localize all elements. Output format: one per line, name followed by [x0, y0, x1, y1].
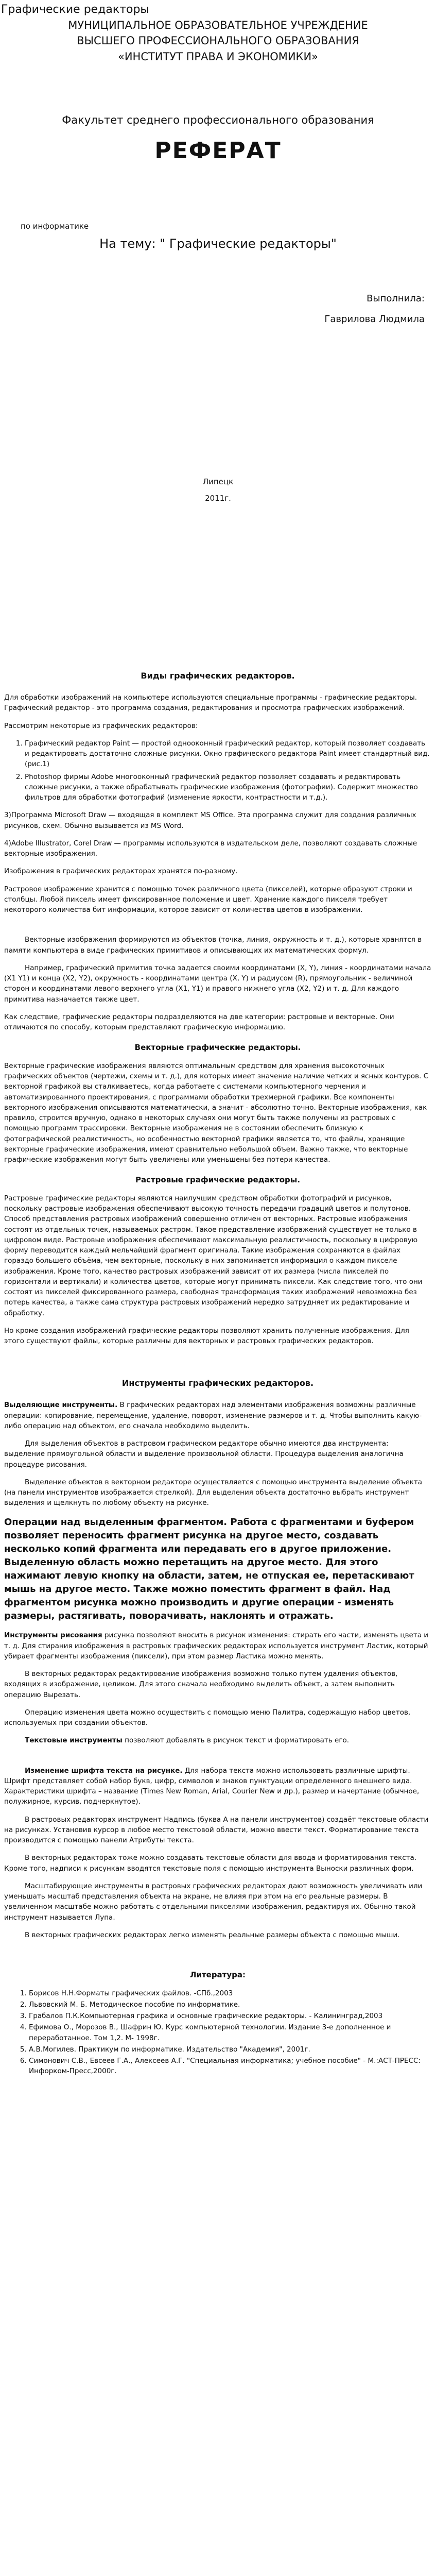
year: 2011г.: [205, 493, 231, 503]
city-year-block: [0, 474, 436, 506]
header-line: ВЫСШЕГО ПРОФЕССИОНАЛЬНОГО ОБРАЗОВАНИЯ: [77, 35, 359, 47]
bold-lead: Инструменты рисования: [4, 1631, 102, 1640]
paragraph-text: рисунка позволяют вносить в рисунок изменения: стирать его части, изменять цвета и т. д. Для стирания изображения в растровых графических редакторах используется инструмент Ластик, который убирает фрагменты изображения (пиксели), при этом размер Ластика можно менять.: [4, 1631, 429, 1660]
references-list: [4, 1988, 431, 2077]
section-heading: Инструменты графических редакторов.: [121, 1378, 314, 1388]
paragraph: Масштабирующие инструменты в растровых графических редакторах дают возможность увеличивать или уменьшать масштаб представления объекта на экране, не влияя при этом на его реальные размеры. В увеличенном масштабе можно работать с отдельными пикселями изображения, редактируя их. Обычно такой инструмент называется Лупа.: [4, 1882, 423, 1922]
bold-lead: Изменение шрифта текста на рисунке.: [25, 1766, 183, 1775]
paragraph-text: позволяют добавлять в рисунок текст и форматировать его.: [122, 1736, 350, 1745]
paragraph: 4)Adobe Illustrator, Corel Draw — программы используются в издательском деле, позволяют создавать сложные векторные изображения.: [4, 839, 417, 858]
paragraph: Растровое изображение хранится с помощью точек различного цвета (пикселей), которые образуют строки и столбцы. Любой пиксель имеет фиксированное положение и цвет. Хранение каждого пикселя требует некоторого количества бит информации, которое зависит от количества цветов в изображении.: [4, 885, 412, 914]
paragraph: В векторных графических редакторах легко изменять реальные размеры объекта с помощью мыши.: [25, 1930, 400, 1939]
paragraph: 3)Программа Microsoft Draw — входящая в комплект MS Office. Эта программа служит для создания различных рисунков, схем. Обычно вызывается из MS Word.: [4, 811, 416, 830]
reference-item: 6. Симонович С.В., Евсеев Г.А., Алексеев А.Г. "Специальная информатика; учебное пособие" - М.:АСТ-ПРЕСС: Инфорком-Пресс,2000г.: [29, 2056, 431, 2077]
paragraph: Как следствие, графические редакторы подразделяются на две категории: растровые и векторные. Они отличаются по способу, которым представляют графическую информацию.: [4, 1012, 394, 1031]
bold-lead: Выделяющие инструменты.: [4, 1401, 118, 1410]
section-heading: Виды графических редакторов.: [141, 671, 295, 681]
author-block: [324, 289, 425, 329]
paragraph-text: Для набора текста можно использовать различные шрифты. Шрифт представляет собой набор букв, цифр, символов и знаков пунктуации определенного внешнего вида. Характеристики шрифта – название (Times New Roman, Arial, Courier New и др.), размер и начертание (обычное, полужирное, курсив, подчеркнутое).: [4, 1766, 420, 1806]
faculty-name: Факультет среднего профессионального образования: [62, 114, 374, 126]
section-heading: Векторные графические редакторы.: [134, 1043, 301, 1053]
paragraph: Для выделения объектов в растровом графическом редакторе обычно имеются два инструмента: выделение прямоугольной области и выделение произвольной области. Процедура выделения аналогична процедуре рисования.: [4, 1439, 404, 1469]
section-heading: Растровые графические редакторы.: [135, 1175, 301, 1185]
paragraph: [4, 1735, 431, 1745]
paragraph: Рассмотрим некоторые из графических редакторов:: [4, 721, 198, 730]
author-name: Гаврилова Людмила: [324, 313, 425, 325]
reference-item: 2. Львовский М. Б. Методическое пособие по информатике.: [29, 1999, 431, 2010]
references-heading: Литература:: [189, 1970, 246, 1979]
paragraph: Векторные графические изображения являются оптимальным средством для хранения высокоточных графических объектов (чертежи, схемы и т. д.), для которых имеет значение наличие четких и ясных контуров. С векторной графикой вы сталкиваетесь, когда работаете с системами компьютерного черчения и автоматизированного проектирования, с программами обработки трехмерной графики. Все компоненты векторного изображения описываются математически, а значит - абсолютно точно. Векторные изображения, как правило, строится вручную, однако в некоторых случаях они могут быть также получены из растровых с помощью программ трассировки. Векторные изображения не в состоянии обеспечить близкую к фотографической реалистичность, но особенностью векторной графики является то, что файлы, хранящие векторные графические изображения, имеют сравнительно небольшой объем. Важно также, что векторные графические изображения могут быть увеличены или уменьшены без потери качества.: [4, 1061, 429, 1164]
paragraph: Растровые графические редакторы являются наилучшим средством обработки фотографий и рисунков, поскольку растровые изображения обеспечивают высокую точность передачи градаций цветов и полутонов. Способ представления растровых изображений совершенно отличен от векторных. Растровые изображения состоят из отдельных точек, называемых растром. Такое представление изображений существует не только в цифровом виде. Растровые изображения обеспечивают максимальную реалистичность, поскольку в цифровую форму переводится каждый мельчайший фрагмент оригинала. Такие изображения сохраняются в файлах гораздо большего объёма, чем векторные, поскольку в них запоминается информация о каждом пикселе изображения. Кроме того, качество растровых изображений зависит от их размера (числа пикселей по горизонтали и вертикали) и количества цветов, которые могут принимать пиксели. Как следствие того, что они состоят из пикселей фиксированного размера, свободная трансформация таких изображений невозможна без потерь качества, а также сама структура растровых изображений нередко затрудняет их редактирование и обработку.: [4, 1194, 423, 1317]
paragraph: Для обработки изображений на компьютере используются специальные программы - графические редакторы. Графический редактор - это программа создания, редактирования и просмотра графических изображений.: [4, 693, 417, 713]
paragraph: В векторных редакторах тоже можно создавать текстовые области для ввода и форматирования текста. Кроме того, надписи к рисункам вводятся текстовые поля с помощью инструмента Выноски различных форм.: [4, 1854, 417, 1873]
operations-paragraph: Операции над выделенным фрагментом. Работа с фрагментами и буфером позволяет переносить фрагмент рисунка на другое место, создавать несколько копий фрагмента или передавать его в другое приложение. Выделенную область можно перетащить на другое место. Для этого нажимают левую кнопку на области, затем, не отпуская ее, перетаскивают мышь на другое место. Также можно поместить фрагмент в файл. Над фрагментом рисунка можно производить и другие операции - изменять размеры, растягивать, поворачивать, наклонять и отражать.: [4, 1516, 414, 1622]
paragraph: Операцию изменения цвета можно осуществить с помощью меню Палитра, содержащую набор цветов, используемых при создании объектов.: [4, 1708, 411, 1727]
paragraph: Выделение объектов в векторном редакторе осуществляется с помощью инструмента выделение объекта (на панели инструментов изображается стрелкой). Для выделения объекта достаточно выбрать инструмент выделения и щелкнуть по любому объекту на рисунке.: [4, 1478, 423, 1507]
author-label: Выполнила:: [367, 293, 425, 304]
subject-line: по информатике: [21, 222, 89, 231]
list-item: 1. Графический редактор Paint — простой однооконный графический редактор, который позволяет создавать и редактировать достаточно сложные рисунки. Окно графического редактора Paint имеет стандартный вид. (рис.1): [25, 738, 431, 770]
paragraph: [4, 1766, 431, 1807]
reference-item: 1. Борисов Н.Н.Форматы графических файлов. -СПб.,2003: [29, 1988, 431, 1998]
page-title: Графические редакторы: [1, 3, 149, 16]
list-item: 2. Photoshop фирмы Adobe многооконный графический редактор позволяет создавать и редактировать сложные рисунки, а также обрабатывать графические изображения (фотографии). Содержит множество фильтров для обработки фотографий (изменение яркости, контрастности и т.д.).: [25, 772, 431, 803]
paragraph-text: В графических редакторах над элементами изображения возможны различные операции: копирование, перемещение, удаление, поворот, изменение размеров и т. д. Чтобы выполнить какую-либо операцию над объектом, его сначала необходимо выделить.: [4, 1401, 422, 1430]
reference-item: 4. Ефимова О., Морозов В., Шафрин Ю. Курс компьютерной технологии. Издание 3-е дополненное и переработанное. Том 1,2. М- 1998г.: [29, 2022, 431, 2043]
paragraph: В растровых редакторах инструмент Надпись (буква А на панели инструментов) создаёт текстовые области на рисунках. Установив курсор в любое место текстовой области, можно ввести текст. Форматирование текста производится с помощью панели Атрибуты текста.: [4, 1815, 429, 1844]
bold-lead: Текстовые инструменты: [25, 1736, 123, 1745]
paragraph: В векторных редакторах редактирование изображения возможно только путем удаления объектов, входящих в изображение, целиком. Для этого сначала необходимо выделить объект, а затем выполнить операцию Вырезать.: [4, 1670, 398, 1699]
city: Липецк: [202, 477, 234, 486]
document-type: РЕФЕРАТ: [154, 138, 282, 164]
paragraph: [4, 1630, 431, 1662]
paragraph: Изображения в графических редакторах хранятся по-разному.: [4, 867, 238, 876]
reference-item: 5. А.В.Могилев. Практикум по информатике. Издательство "Академия", 2001г.: [29, 2044, 431, 2055]
reference-item: 3. Грабалов П.К.Компьютерная графика и основные графические редакторы. - Калининград,2003: [29, 2011, 431, 2021]
institution-header: [0, 18, 436, 64]
header-line: МУНИЦИПАЛЬНОЕ ОБРАЗОВАТЕЛЬНОЕ УЧРЕЖДЕНИЕ: [68, 19, 368, 31]
topic-line: На тему: " Графические редакторы": [99, 236, 337, 251]
paragraph: Но кроме создания изображений графические редакторы позволяют хранить полученные изображения. Для этого существуют файлы, которые различны для векторных и растровых графических редакторов.: [4, 1326, 409, 1345]
editor-list: [4, 738, 431, 803]
paragraph: [4, 1400, 431, 1431]
paragraph: Векторные изображения формируются из объектов (точка, линия, окружность и т. д.), которые хранятся в памяти компьютера в виде графических примитивов и описывающих их математических формул.: [4, 936, 422, 955]
document-body: [4, 639, 431, 2078]
header-line: «ИНСТИТУТ ПРАВА И ЭКОНОМИКИ»: [117, 50, 319, 63]
paragraph: Например, графический примитив точка задается своими координатами (X, Y), линия - координатами начала (X1 Y1) и конца (X2, Y2), окружность - координатами центра (X, Y) и радиусом (R), прямоугольник - величиной сторон и координатами левого верхнего угла (X1, Y1) и правого нижнего угла (X2, Y2) и т. д. Для каждого примитива назначается также цвет.: [4, 963, 431, 1004]
